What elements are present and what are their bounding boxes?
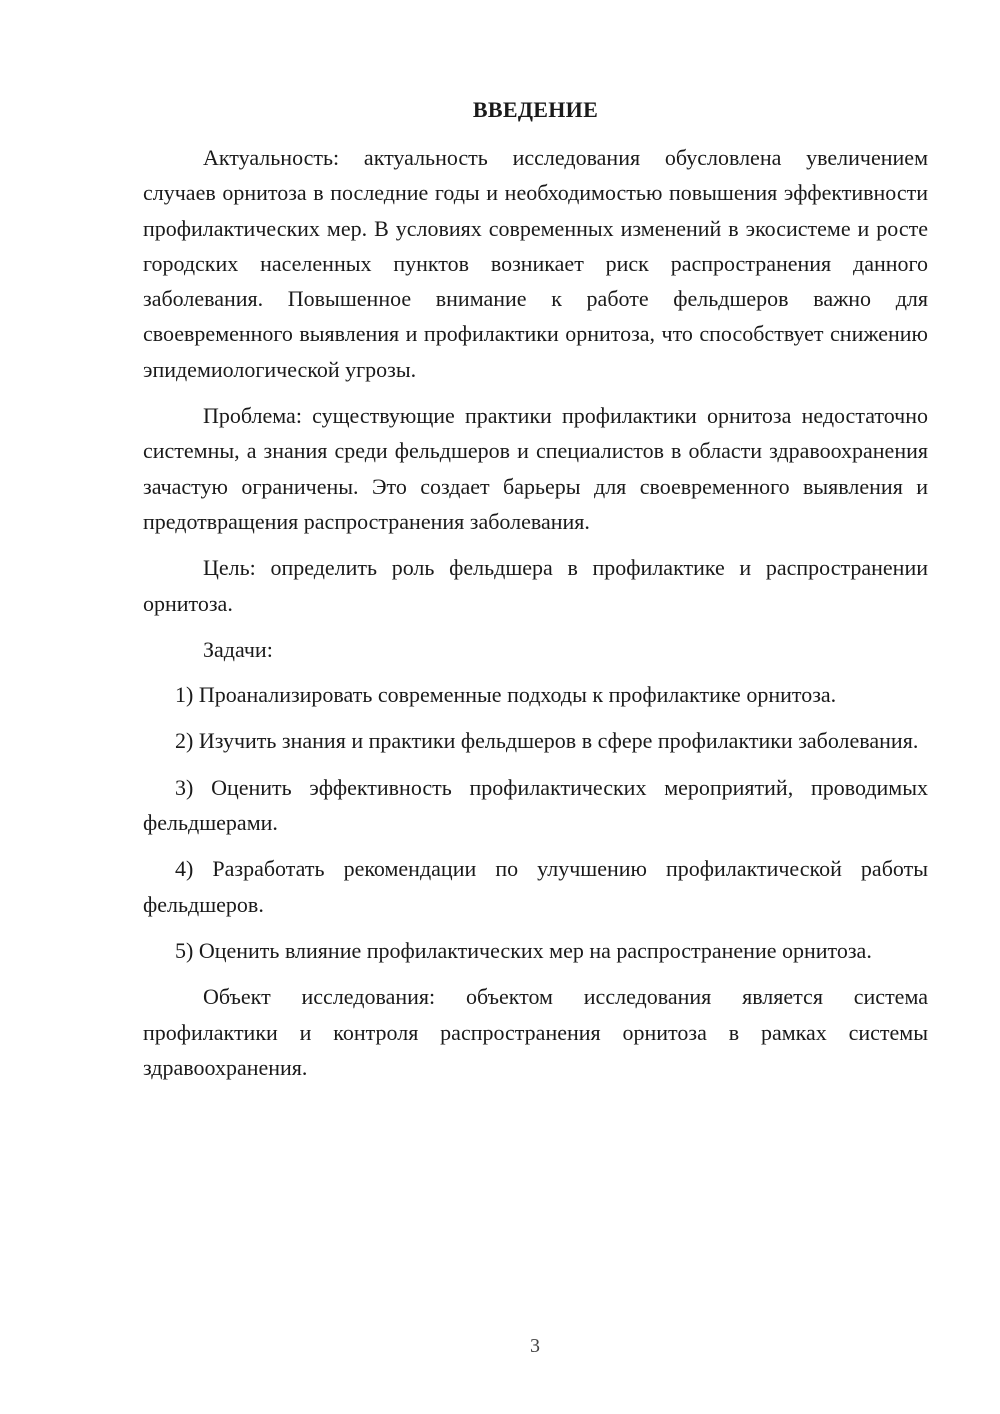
list-item: 3) Оценить эффективность профилактических мероприятий, проводимых фельдшерами. bbox=[143, 774, 928, 836]
paragraph-problem: Проблема: существующие практики профилактики орнитоза недостаточно системны, а знания среди фельдшеров и специалистов в области здравоохранения зачастую ограничены. Это создает барьеры для своевременного выявления и предотвращения распространения заболевания. bbox=[143, 403, 928, 534]
page-content bbox=[143, 92, 928, 1085]
tasks-list bbox=[143, 677, 928, 968]
list-item: 2) Изучить знания и практики фельдшеров в сфере профилактики заболевания. bbox=[175, 728, 919, 754]
paragraph-object: Объект исследования: объектом исследования является система профилактики и контроля распространения орнитоза в рамках системы здравоохранения. bbox=[143, 984, 928, 1080]
tasks-label: Задачи: bbox=[203, 636, 273, 662]
paragraph-goal: Цель: определить роль фельдшера в профилактике и распространении орнитоза. bbox=[143, 555, 928, 616]
paragraph-relevance: Актуальность: актуальность исследования обусловлена увеличением случаев орнитоза в последние годы и необходимостью повышения эффективности профилактических мер. В условиях современных изменений в экосистеме и росте городских населенных пунктов возникает риск распространения данного заболевания. Повышенное внимание к работе фельдшеров важно для своевременного выявления и профилактики орнитоза, что способствует снижению эпидемиологической угрозы. bbox=[143, 145, 928, 382]
list-item: 5) Оценить влияние профилактических мер на распространение орнитоза. bbox=[175, 937, 872, 963]
list-item: 1) Проанализировать современные подходы к профилактике орнитоза. bbox=[175, 682, 837, 708]
page-title: ВВЕДЕНИЕ bbox=[472, 97, 599, 122]
list-item: 4) Разработать рекомендации по улучшению профилактической работы фельдшеров. bbox=[143, 856, 928, 917]
page-number: 3 bbox=[530, 1335, 540, 1357]
